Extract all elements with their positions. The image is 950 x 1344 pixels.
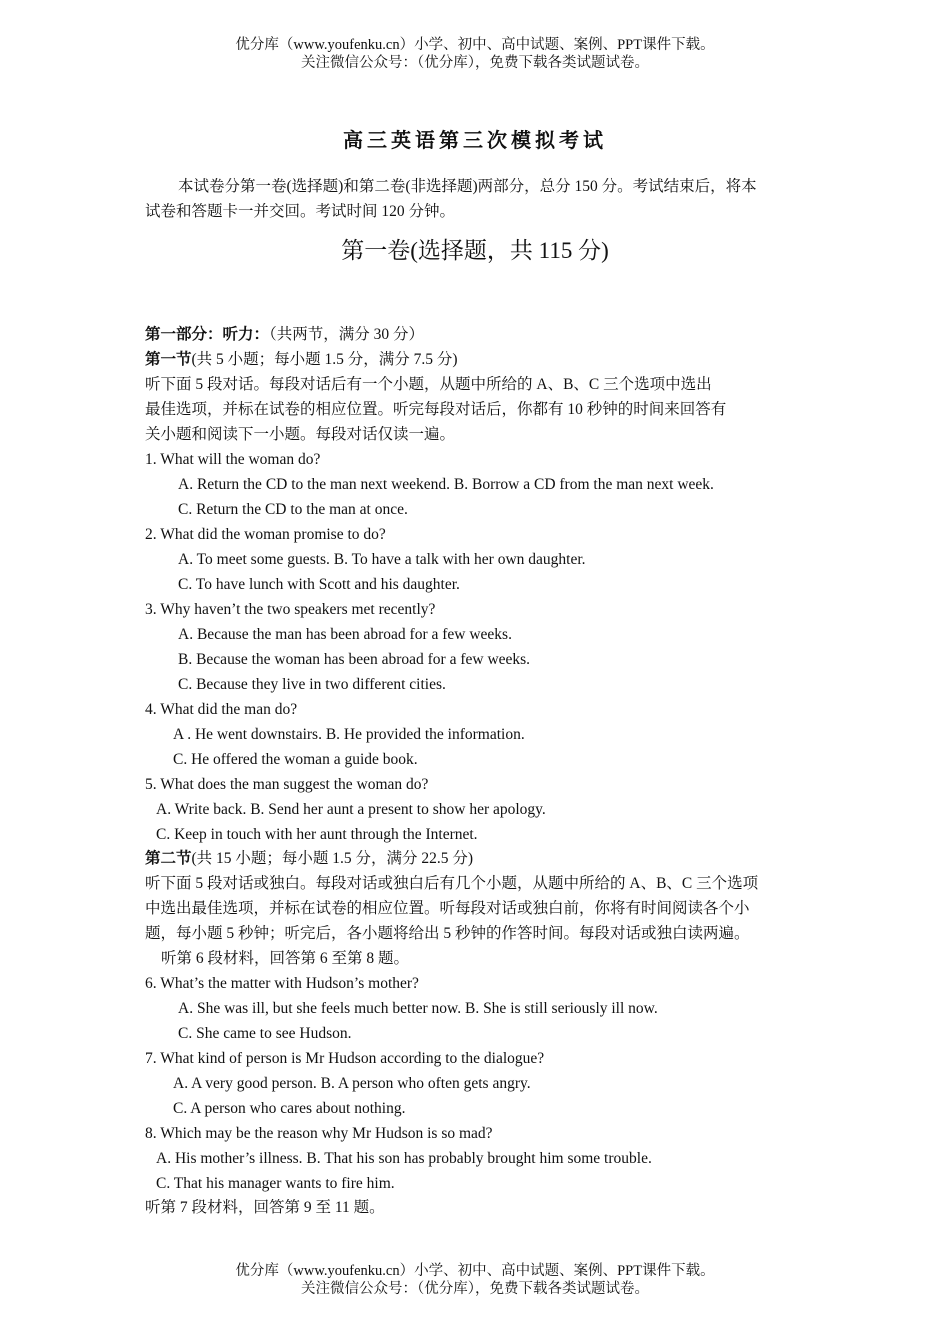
footer-line-2: 关注微信公众号：（优分库），免费下载各类试题试卷。 <box>301 1281 649 1297</box>
part-1-heading <box>145 322 424 347</box>
question-5-options-ab: A. Write back. B. Send her aunt a present to show her apology. <box>156 801 546 818</box>
question-7-option-c: C. A person who cares about nothing. <box>173 1100 406 1117</box>
question-2-option-c: C. To have lunch with Scott and his daughter. <box>178 576 460 593</box>
part-1-heading-rest: （共两节，满分 30 分） <box>269 326 425 343</box>
section-1-instruction-1: 听下面 5 段对话。每段对话后有一个小题，从题中所给的 A、B、C 三个选项中选出 <box>145 376 712 393</box>
question-6-stem: 6. What’s the matter with Hudson’s mother? <box>145 975 419 992</box>
section-2-instruction-2: 中选出最佳选项，并标在试卷的相应位置。听每段对话或独白前，你将有时间阅读各个小 <box>145 900 750 917</box>
section-1-instruction-3: 关小题和阅读下一小题。每段对话仅读一遍。 <box>145 426 456 443</box>
section-1-heading <box>145 347 458 372</box>
question-8-stem: 8. Which may be the reason why Mr Hudson is so mad? <box>145 1125 493 1142</box>
exam-title: 高三英语第三次模拟考试 <box>343 130 607 152</box>
section-1-instruction-2: 最佳选项，并标在试卷的相应位置。听完每段对话后，你都有 10 秒钟的时间来回答有 <box>145 401 727 418</box>
question-2-stem: 2. What did the woman promise to do? <box>145 526 386 543</box>
header-line-1: 优分库（www.youfenku.cn）小学、初中、高中试题、案例、PPT课件下载。 <box>235 37 715 53</box>
section-1-heading-bold: 第一节 <box>145 351 192 368</box>
question-6-options-ab: A. She was ill, but she feels much better now. B. She is still seriously ill now. <box>178 1000 658 1017</box>
question-3-option-c: C. Because they live in two different cities. <box>178 676 446 693</box>
question-8-options-ab: A. His mother’s illness. B. That his son has probably brought him some trouble. <box>156 1150 652 1167</box>
section-2-instruction-3: 题，每小题 5 秒钟；听完后，各小题将给出 5 秒钟的作答时间。每段对话或独白读两遍。 <box>145 925 750 942</box>
volume-1-heading: 第一卷(选择题，共 115 分) <box>341 238 609 263</box>
question-3-option-b: B. Because the woman has been abroad for a few weeks. <box>178 651 531 668</box>
part-1-heading-bold: 第一部分：听力： <box>145 326 270 343</box>
question-4-option-c: C. He offered the woman a guide book. <box>173 751 418 768</box>
question-7-options-ab: A. A very good person. B. A person who often gets angry. <box>173 1075 531 1092</box>
page-header <box>0 36 950 72</box>
question-7-stem: 7. What kind of person is Mr Hudson according to the dialogue? <box>145 1050 545 1067</box>
question-5-option-c: C. Keep in touch with her aunt through the Internet. <box>156 826 478 843</box>
question-5-stem: 5. What does the man suggest the woman do? <box>145 776 429 793</box>
question-3-option-a: A. Because the man has been abroad for a few weeks. <box>178 626 512 643</box>
question-4-options-ab: A . He went downstairs. B. He provided the information. <box>173 726 525 743</box>
header-line-2: 关注微信公众号：（优分库），免费下载各类试题试卷。 <box>301 55 649 71</box>
intro-line-2: 试卷和答题卡一并交回。考试时间 120 分钟。 <box>145 203 456 220</box>
section-2-heading <box>145 846 473 871</box>
footer-line-1: 优分库（www.youfenku.cn）小学、初中、高中试题、案例、PPT课件下载。 <box>235 1263 715 1279</box>
question-4-stem: 4. What did the man do? <box>145 701 298 718</box>
question-3-stem: 3. Why haven’t the two speakers met recently? <box>145 601 436 618</box>
page-footer <box>0 1262 950 1298</box>
question-8-option-c: C. That his manager wants to fire him. <box>156 1175 395 1192</box>
intro-line-1: 本试卷分第一卷(选择题)和第二卷(非选择题)两部分，总分 150 分。考试结束后，将本 <box>178 178 757 195</box>
section-2-heading-rest: (共 15 小题；每小题 1.5 分，满分 22.5 分) <box>191 850 474 867</box>
section-2-instruction-1: 听下面 5 段对话或独白。每段对话或独白后有几个小题，从题中所给的 A、B、C 三个选项 <box>145 875 759 892</box>
exam-intro <box>145 174 810 224</box>
section-1-heading-rest: (共 5 小题；每小题 1.5 分，满分 7.5 分) <box>191 351 458 368</box>
material-6-instruction: 听第 6 段材料，回答第 6 至第 8 题。 <box>161 950 410 967</box>
question-2-options-ab: A. To meet some guests. B. To have a talk with her own daughter. <box>178 551 586 568</box>
question-1-stem: 1. What will the woman do? <box>145 451 321 468</box>
material-7-instruction: 听第 7 段材料，回答第 9 至 11 题。 <box>145 1199 385 1216</box>
question-1-options-ab: A. Return the CD to the man next weekend. B. Borrow a CD from the man next week. <box>178 476 714 493</box>
section-2-heading-bold: 第二节 <box>145 850 192 867</box>
question-6-option-c: C. She came to see Hudson. <box>178 1025 352 1042</box>
question-1-option-c: C. Return the CD to the man at once. <box>178 501 408 518</box>
